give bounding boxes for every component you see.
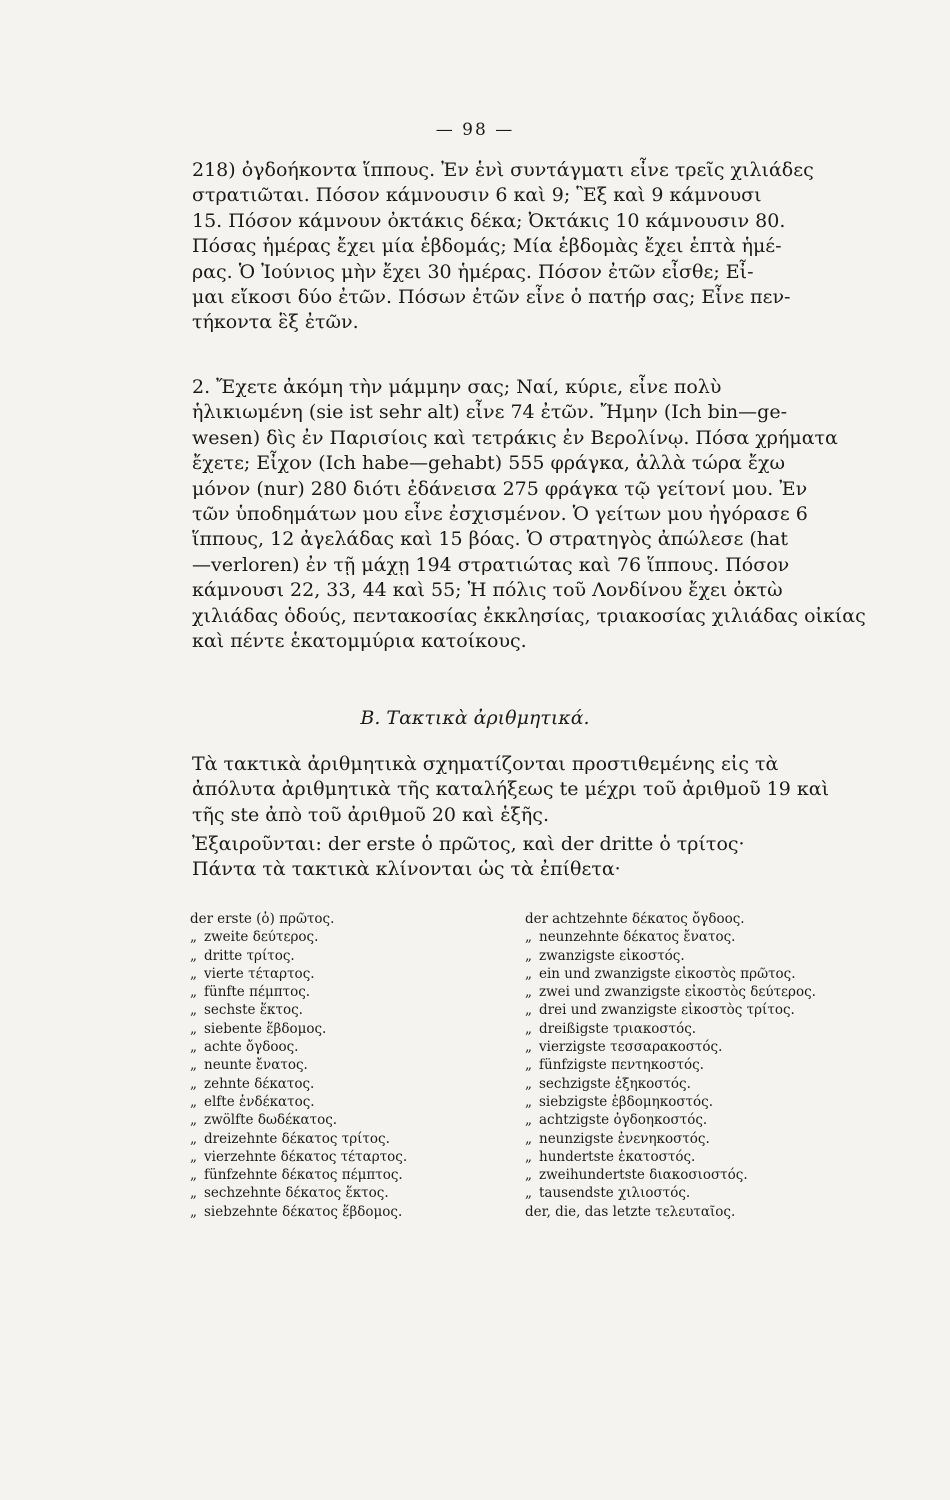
text-line: 2. Ἔχετε ἀκόμη τὴν μάμμην σας; Ναί, κύριε, εἶνε πολὺ [192, 376, 722, 398]
german-ordinal: hundertste [539, 1148, 614, 1165]
entry-prefix: „ [190, 1112, 197, 1129]
german-ordinal: siebente [204, 1020, 262, 1037]
greek-ordinal: τελευταῖος. [655, 1203, 736, 1220]
entry-prefix: der [525, 911, 549, 927]
german-ordinal: achtzehnte [552, 911, 628, 927]
greek-ordinal: εἰκοστός. [619, 947, 685, 964]
entry-prefix: „ [525, 947, 532, 964]
german-ordinal: erste (ὁ) [217, 911, 275, 927]
greek-ordinal: διακοσιοστός. [649, 1167, 748, 1184]
ordinal-entry [525, 1184, 785, 1202]
ordinal-entry [525, 1130, 785, 1148]
greek-ordinal: δέκατος ἕβδομος. [282, 1203, 403, 1220]
ordinal-entry [525, 1166, 785, 1184]
entry-prefix: „ [525, 929, 532, 946]
ordinal-entry [525, 928, 785, 946]
german-ordinal: vierzigste [539, 1039, 606, 1056]
greek-ordinal: εἰκοστὸς δεύτερος. [684, 984, 816, 1001]
text-line: ἡλικιωμένη (sie ist sehr alt) εἶνε 74 ἐτῶν. Ἤμην (Ich bin—ge- [192, 401, 787, 424]
section-heading: Β. Τακτικὰ ἀριθμητικά. [360, 707, 590, 729]
ordinal-entry [525, 983, 816, 1001]
ordinal-entry [190, 965, 490, 983]
text-line: 218) ὀγδοήκοντα ἵππους. Ἐν ἑνὶ συντάγματι εἶνε τρεῖς χιλιάδες [192, 159, 814, 181]
text-line: ρας. Ὁ Ἰούνιος μὴν ἔχει 30 ἡμέρας. Πόσον ἐτῶν εἶσθε; Εἶ- [192, 260, 754, 283]
german-ordinal: siebzigste [539, 1093, 608, 1110]
greek-ordinal: ὄγδοος. [246, 1039, 299, 1056]
ordinal-entry [190, 1203, 490, 1221]
paragraph-exercise-2 [192, 375, 866, 654]
greek-ordinal: δέκατος πέμπτος. [281, 1167, 403, 1184]
ordinal-entry [190, 1038, 490, 1056]
text-line: χιλιάδας ὁδούς, πεντακοσίας ἐκκλησίας, τριακοσίας χιλιάδας οἰκίας [192, 604, 866, 627]
entry-prefix: „ [525, 1093, 532, 1110]
entry-prefix: „ [190, 1130, 197, 1147]
paragraph-exercise-1 [192, 158, 814, 336]
greek-ordinal: δέκατος ὄγδοος. [632, 911, 745, 927]
ordinal-entry [525, 947, 785, 965]
german-ordinal: sechzigste [539, 1075, 611, 1092]
ordinal-entry [190, 1130, 490, 1148]
greek-ordinal: ἐνενηκοστός. [617, 1130, 710, 1147]
greek-ordinal: ἕβδομος. [266, 1020, 327, 1037]
text-line: Ἐξαιροῦνται: der erste ὁ πρῶτος, καὶ der dritte ὁ τρίτος· [192, 833, 745, 855]
text-line: —verloren) ἐν τῇ μάχῃ 194 στρατιώτας καὶ 76 ἵππους. Πόσον [192, 553, 790, 576]
ordinal-entry [190, 1166, 490, 1184]
entry-prefix: „ [525, 1057, 532, 1074]
greek-ordinal: δεύτερος. [252, 929, 319, 946]
text-line: στρατιῶται. Πόσον κάμνουσιν 6 καὶ 9; Ἓξ καὶ 9 κάμνουσι [192, 184, 762, 207]
entry-prefix: „ [190, 1020, 197, 1037]
german-ordinal: neunte [204, 1057, 252, 1074]
german-ordinal: zweite [204, 929, 249, 946]
ordinal-entry [525, 1203, 785, 1221]
german-ordinal: fünfzigste [539, 1057, 607, 1074]
entry-prefix: „ [190, 1057, 197, 1074]
greek-ordinal: δέκατος ἔνατος. [623, 929, 736, 946]
entry-prefix: „ [190, 1039, 197, 1056]
ordinals-list-left [190, 910, 490, 1221]
text-line: wesen) δὶς ἐν Παρισίοις καὶ τετράκις ἐν Βερολίνῳ. Πόσα χρήματα [192, 426, 838, 449]
greek-ordinal: ἑβδομηκοστός. [611, 1093, 713, 1110]
entry-prefix: „ [190, 1093, 197, 1110]
greek-ordinal: πρῶτος. [279, 911, 335, 927]
ordinal-entry [525, 1038, 785, 1056]
german-ordinal: dreißigste [539, 1020, 609, 1037]
greek-ordinal: εἰκοστὸς πρῶτος. [674, 965, 796, 982]
text-line: καὶ πέντε ἑκατομμύρια κατοίκους. [192, 630, 527, 653]
german-ordinal: tausendste [539, 1185, 614, 1202]
ordinal-entry [190, 1001, 490, 1019]
entry-prefix: „ [190, 929, 197, 946]
ordinal-entry [525, 1056, 785, 1074]
german-ordinal: sechzehnte [204, 1185, 282, 1202]
text-line: κάμνουσι 22, 33, 44 καὶ 55; Ἡ πόλις τοῦ Λονδίνου ἔχει ὀκτὼ [192, 579, 783, 602]
greek-ordinal: πεντηκοστός. [611, 1057, 704, 1074]
ordinal-entry [525, 1020, 785, 1038]
text-line: τήκοντα ἓξ ἐτῶν. [192, 311, 359, 334]
entry-prefix: „ [525, 984, 532, 1001]
greek-ordinal: εἰκοστὸς τρίτος. [681, 1002, 795, 1019]
entry-prefix: „ [190, 1185, 197, 1202]
ordinal-entry [525, 1093, 785, 1111]
ordinal-entry [190, 1075, 490, 1093]
entry-prefix: „ [190, 1075, 197, 1092]
german-ordinal: vierzehnte [204, 1148, 277, 1165]
text-line: Πάντα τὰ τακτικὰ κλίνονται ὡς τὰ ἐπίθετα· [192, 858, 621, 881]
german-ordinal: ein und zwanzigste [539, 965, 671, 982]
german-ordinal: fünfte [204, 984, 245, 1001]
entry-prefix: „ [525, 1002, 532, 1019]
text-line: 15. Πόσον κάμνουν ὀκτάκις δέκα; Ὀκτάκις 10 κάμνουσιν 80. [192, 209, 786, 232]
greek-ordinal: πέμπτος. [249, 984, 311, 1001]
entry-prefix: „ [525, 1185, 532, 1202]
german-ordinal: drei und zwanzigste [539, 1002, 677, 1019]
german-ordinal: zweihundertste [539, 1167, 645, 1184]
german-ordinal: dritte [204, 947, 243, 964]
german-ordinal: zehnte [204, 1075, 250, 1092]
entry-prefix: „ [190, 1002, 197, 1019]
ordinal-entry [525, 1148, 785, 1166]
text-line: μαι εἴκοσι δύο ἐτῶν. Πόσων ἐτῶν εἶνε ὁ πατήρ σας; Εἶνε πεν- [192, 286, 791, 309]
entry-prefix: „ [190, 1167, 197, 1184]
german-ordinal: dreizehnte [204, 1130, 278, 1147]
entry-prefix: „ [190, 984, 197, 1001]
ordinal-entry [190, 1184, 490, 1202]
entry-prefix: „ [190, 965, 197, 982]
entry-prefix: „ [525, 1020, 532, 1037]
german-ordinal: neunzigste [539, 1130, 614, 1147]
german-ordinal: zwölfte [204, 1112, 254, 1129]
ordinal-entry [190, 1111, 490, 1129]
ordinal-entry [525, 1001, 795, 1019]
ordinal-entry [190, 1020, 490, 1038]
ordinal-entry [525, 965, 796, 983]
greek-ordinal: δωδέκατος. [257, 1112, 338, 1129]
entry-prefix: „ [525, 1112, 532, 1129]
german-ordinal: fünfzehnte [204, 1167, 278, 1184]
german-ordinal: elfte [204, 1093, 235, 1110]
text-line: μόνον (nur) 280 διότι ἐδάνεισα 275 φράγκα τῷ γείτονί μου. Ἐν [192, 477, 808, 500]
greek-ordinal: ἕκτος. [259, 1002, 303, 1019]
entry-prefix: „ [525, 1075, 532, 1092]
greek-ordinal: ὀγδοηκοστός. [613, 1112, 708, 1129]
greek-ordinal: δέκατος τέταρτος. [280, 1148, 408, 1165]
ordinal-entry [190, 928, 490, 946]
ordinal-entry [190, 1093, 490, 1111]
ordinal-entry [190, 947, 490, 965]
entry-prefix: „ [525, 1167, 532, 1184]
entry-prefix: der [190, 911, 214, 927]
ordinal-entry [190, 983, 490, 1001]
entry-prefix: „ [190, 947, 197, 964]
greek-ordinal: δέκατος. [254, 1075, 315, 1092]
ordinal-entry [190, 1148, 490, 1166]
paragraph-ordinals-intro [192, 752, 830, 828]
entry-prefix: „ [525, 1039, 532, 1056]
ordinals-list-right [525, 910, 816, 1221]
german-ordinal: zwei und zwanzigste [539, 984, 681, 1001]
paragraph-exceptions [192, 832, 768, 883]
entry-prefix: „ [190, 1148, 197, 1165]
greek-ordinal: τρίτος. [246, 947, 295, 964]
greek-ordinal: δέκατος ἕκτος. [285, 1185, 389, 1202]
text-line: ἔχετε; Εἶχον (Ich habe—gehabt) 555 φράγκα, ἀλλὰ τώρα ἔχω [192, 452, 786, 475]
text-line: Τὰ τακτικὰ ἀριθμητικὰ σχηματίζονται προστιθεμένης εἰς τὰ [192, 753, 779, 775]
greek-ordinal: ἔνατος. [255, 1057, 308, 1074]
greek-ordinal: ἑξηκοστός. [614, 1075, 691, 1092]
german-ordinal: achtzigste [539, 1112, 610, 1129]
ordinal-entry [525, 910, 785, 928]
text-line: ἵππους, 12 ἀγελάδας καὶ 15 βόας. Ὁ στρατηγὸς ἀπώλεσε (hat [192, 528, 788, 551]
greek-ordinal: χιλιοστός. [618, 1185, 691, 1202]
text-line: τῶν ὑποδημάτων μου εἶνε ἐσχισμένον. Ὁ γείτων μου ἠγόρασε 6 [192, 503, 808, 526]
german-ordinal: sechste [204, 1002, 256, 1019]
german-ordinal: siebzehnte [204, 1203, 278, 1220]
ordinal-entry [190, 910, 490, 928]
entry-prefix: „ [525, 1148, 532, 1165]
greek-ordinal: δέκατος τρίτος. [281, 1130, 390, 1147]
greek-ordinal: τέταρτος. [248, 965, 315, 982]
german-ordinal: zwanzigste [539, 947, 615, 964]
page-number: — 98 — [435, 120, 515, 140]
german-ordinal: vierte [204, 965, 244, 982]
greek-ordinal: ἑνδέκατος. [239, 1093, 315, 1110]
entry-prefix: „ [190, 1203, 197, 1220]
ordinal-entry [525, 1075, 785, 1093]
text-line: Πόσας ἡμέρας ἔχει μία ἑβδομάς; Μία ἑβδομὰς ἔχει ἑπτὰ ἡμέ- [192, 235, 782, 258]
german-ordinal: achte [204, 1039, 242, 1056]
greek-ordinal: τεσσαρακοστός. [610, 1039, 723, 1056]
greek-ordinal: ἑκατοστός. [618, 1148, 696, 1165]
text-line: τῆς ste ἀπὸ τοῦ ἀριθμοῦ 20 καὶ ἑξῆς. [192, 803, 549, 826]
greek-ordinal: τριακοστός. [613, 1020, 697, 1037]
ordinal-entry [525, 1111, 785, 1129]
ordinal-entry [190, 1056, 490, 1074]
entry-prefix: „ [525, 1130, 532, 1147]
entry-prefix: „ [525, 965, 532, 982]
text-line: ἀπόλυτα ἀριθμητικὰ τῆς καταλήξεως te μέχρι τοῦ ἀριθμοῦ 19 καὶ [192, 778, 830, 801]
german-ordinal: der, die, das letzte [525, 1203, 651, 1220]
german-ordinal: neunzehnte [539, 929, 619, 946]
